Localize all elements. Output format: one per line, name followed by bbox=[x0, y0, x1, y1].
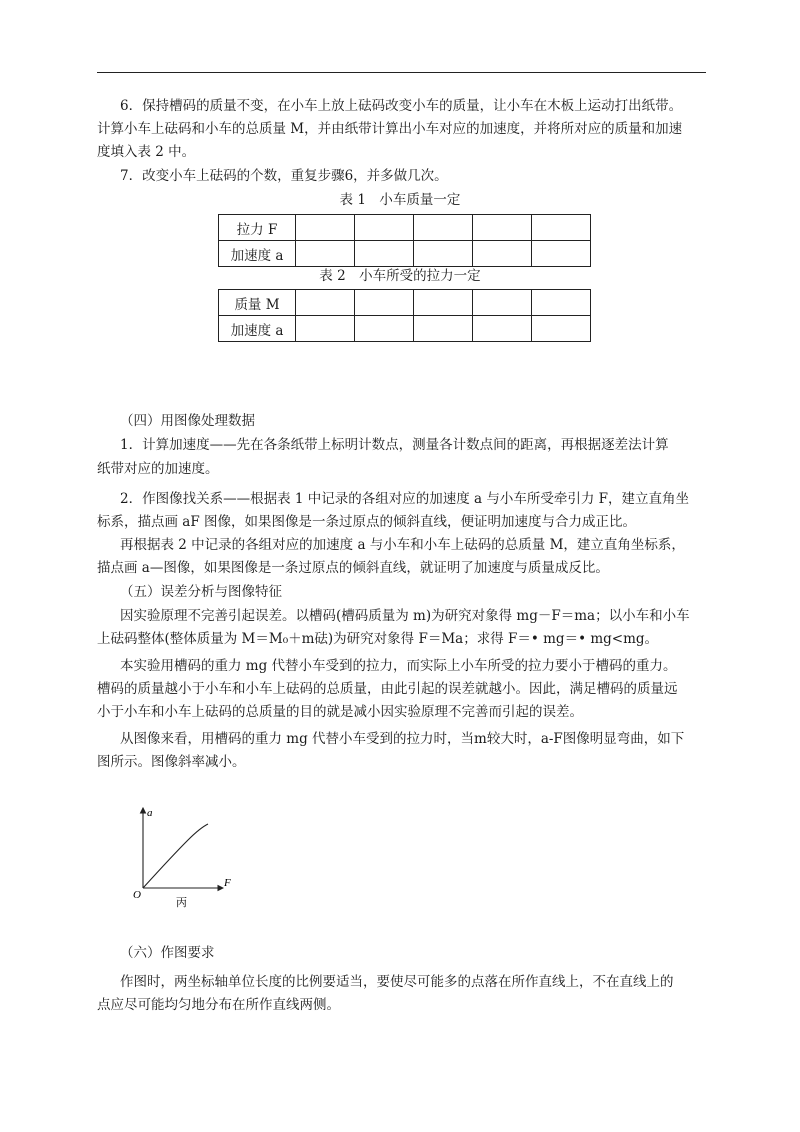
table-2 bbox=[218, 289, 591, 342]
table-cell bbox=[355, 215, 414, 241]
table-1 bbox=[218, 214, 591, 267]
y-axis-label: a bbox=[147, 807, 153, 819]
error-para-1-line-1: 因实验原理不完善引起误差。以槽码(槽码质量为 m)为研究对象得 mg－F＝ma；以小车和小车 bbox=[120, 608, 690, 624]
table-row bbox=[219, 316, 591, 342]
table-2-caption: 表 2 小车所受的拉力一定 bbox=[319, 268, 481, 284]
item-1-line-1: 1．计算加速度——先在各条纸带上标明计数点，测量各计数点间的距离，再根据逐差法计算 bbox=[120, 437, 669, 453]
error-para-3-line-1: 从图像来看，用槽码的重力 mg 代替小车受到的拉力时，当m较大时，a-F图像明显弯曲，如下 bbox=[120, 731, 685, 747]
error-para-1-line-2: 上砝码整体(整体质量为 M＝M₀＋m砝)为研究对象得 F＝Ma；求得 F＝• mg＝• mg<mg。 bbox=[97, 631, 659, 647]
drawing-para-line-1: 作图时，两坐标轴单位长度的比例要适当，要使尽可能多的点落在所作直线上，不在直线上的 bbox=[120, 974, 674, 990]
table-row bbox=[219, 290, 591, 316]
a-f-graph-figure bbox=[128, 800, 238, 915]
figure-caption: 丙 bbox=[176, 897, 187, 909]
table-2-acceleration-header: 加速度 a bbox=[219, 316, 296, 342]
table-cell bbox=[296, 241, 355, 267]
step-7: 7．改变小车上砝码的个数，重复步骤6，并多做几次。 bbox=[120, 168, 448, 184]
table-cell bbox=[296, 290, 355, 316]
table-1-force-header: 拉力 F bbox=[219, 215, 296, 241]
table-2-mass-header: 质量 M bbox=[219, 290, 296, 316]
item-3-line-1: 再根据表 2 中记录的各组对应的加速度 a 与小车和小车上砝码的总质量 M，建立直角坐标系， bbox=[120, 537, 685, 553]
table-row bbox=[219, 215, 591, 241]
table-cell bbox=[414, 241, 473, 267]
error-para-2-line-2: 槽码的质量越小于小车和小车上砝码的总质量，由此引起的误差就越小。因此，满足槽码的质量远 bbox=[97, 681, 678, 697]
table-cell bbox=[473, 241, 532, 267]
drawing-para-line-2: 点应尽可能均匀地分布在所作直线两侧。 bbox=[97, 997, 340, 1013]
item-1-line-2: 纸带对应的加速度。 bbox=[97, 461, 219, 477]
error-para-2-line-3: 小于小车和小车上砝码的总质量的目的就是减小因实验原理不完善而引起的误差。 bbox=[97, 704, 583, 720]
table-cell bbox=[532, 290, 591, 316]
table-cell bbox=[355, 241, 414, 267]
a-f-curve bbox=[143, 824, 208, 888]
table-cell bbox=[355, 290, 414, 316]
table-cell bbox=[296, 215, 355, 241]
x-axis-label: F bbox=[224, 877, 231, 889]
table-cell bbox=[414, 290, 473, 316]
table-1-caption: 表 1 小车质量一定 bbox=[339, 192, 461, 208]
table-cell bbox=[473, 215, 532, 241]
step-6-line-3: 度填入表 2 中。 bbox=[97, 144, 196, 160]
item-3-line-2: 描点画 a—图像，如果图像是一条过原点的倾斜直线，就证明了加速度与质量成反比。 bbox=[97, 560, 609, 576]
item-2-line-2: 标系，描点画 aF 图像，如果图像是一条过原点的倾斜直线，便证明加速度与合力成正比。 bbox=[97, 514, 636, 530]
table-cell bbox=[532, 241, 591, 267]
table-cell bbox=[355, 316, 414, 342]
step-6-line-2: 计算小车上砝码和小车的总质量 M，并由纸带计算出小车对应的加速度，并将所对应的质量和加速 bbox=[97, 121, 683, 137]
step-6-line-1: 6．保持槽码的质量不变，在小车上放上砝码改变小车的质量，让小车在木板上运动打出纸带。 bbox=[120, 98, 683, 114]
table-cell bbox=[414, 316, 473, 342]
error-para-2-line-1: 本实验用槽码的重力 mg 代替小车受到的拉力，而实际上小车所受的拉力要小于槽码的重力。 bbox=[120, 658, 677, 674]
section-5-heading: （五）误差分析与图像特征 bbox=[120, 584, 282, 600]
table-row bbox=[219, 241, 591, 267]
table-cell bbox=[532, 215, 591, 241]
table-cell bbox=[473, 316, 532, 342]
table-cell bbox=[532, 316, 591, 342]
a-f-graph bbox=[128, 800, 238, 915]
section-6-heading: （六）作图要求 bbox=[120, 945, 215, 961]
header-rule bbox=[97, 72, 706, 73]
error-para-3-line-2: 图所示。图像斜率减小。 bbox=[97, 754, 246, 770]
item-2-line-1: 2．作图像找关系——根据表 1 中记录的各组对应的加速度 a 与小车所受牵引力 F，建立直角坐 bbox=[120, 491, 690, 507]
section-4-heading: （四）用图像处理数据 bbox=[120, 413, 255, 429]
origin-label: O bbox=[133, 889, 141, 901]
table-cell bbox=[414, 215, 473, 241]
table-cell bbox=[296, 316, 355, 342]
table-cell bbox=[473, 290, 532, 316]
table-1-acceleration-header: 加速度 a bbox=[219, 241, 296, 267]
